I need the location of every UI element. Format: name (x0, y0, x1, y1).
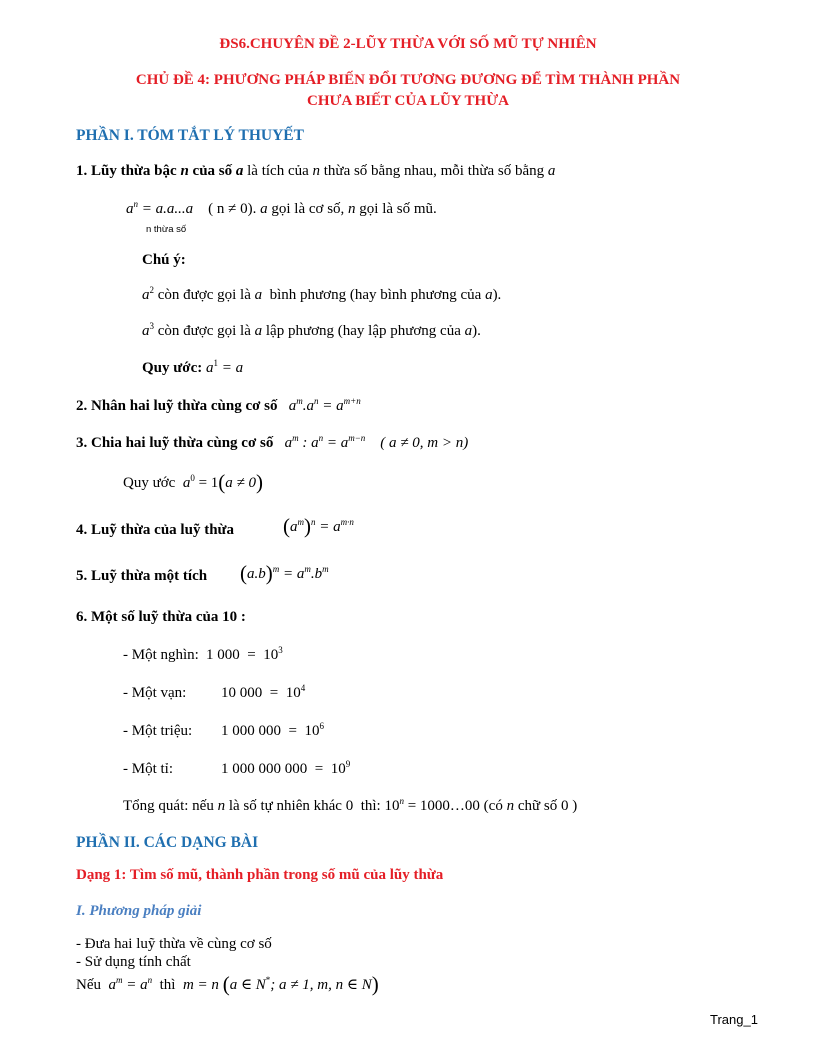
dang1-heading: Dạng 1: Tìm số mũ, thành phần trong số mũ của lũy thừa (76, 867, 444, 883)
item5-power-of-product: 5. Luỹ thừa một tích (76, 568, 208, 584)
method-step-1: - Đưa hai luỹ thừa về cùng cơ số (76, 936, 272, 952)
list-item-value: 10 $000 = 10^4$ (221, 683, 306, 701)
power-of-product-formula: $(a.b)^m = a^m.b^m$ (240, 561, 329, 585)
method-step-2: - Sử dụng tính chất (76, 954, 191, 970)
item3-divide-rule: 3. Chia hai luỹ thừa cùng cơ số $a^m$ : $a^n = a^{m-n}$ ( a ≠ 0, m > n) (76, 433, 469, 451)
list-item: - Một tỉ: (123, 761, 174, 777)
power-of-power-formula: $(a^m)^n = a^{m\cdot n}$ (283, 514, 354, 538)
method-heading: I. Phương pháp giải (76, 903, 202, 919)
convention-power-zero: Quy ước $a^0 = 1(a \ne 0)$ (123, 470, 264, 494)
document-title: ĐS6.CHUYÊN ĐỀ 2-LŨY THỪA VỚI SỐ MŨ TỰ NHIÊN (219, 36, 597, 52)
method-property: Nếu $a^m = a^n$ thì m = n (a ∈ N*; a ≠ 1, m, n ∈ N) (76, 972, 379, 996)
item6-powers-of-ten: 6. Một số luỹ thừa của 10 : (76, 609, 246, 625)
list-item-value: 1 $000 = 10^3$ (206, 645, 283, 663)
note-square: $a^2$ còn được gọi là a bình phương (hay bình phương của a). (142, 285, 502, 303)
powers-of-ten-general: Tổng quát: nếu n là số tự nhiên khác 0 thì: 10$^n$ = 1000…00 (có n chữ số 0 ) (123, 796, 578, 814)
item1-definition: 1. Lũy thừa bậc n của số a là tích của n thừa số bằng nhau, mỗi thừa số bằng a (76, 163, 556, 179)
underbrace-label: n thừa số (146, 224, 187, 235)
convention-power-one: Quy ước: $a^1 = a$ (142, 358, 244, 376)
part1-heading: PHẦN I. TÓM TẮT LÝ THUYẾT (76, 127, 304, 144)
item2-multiply-rule: 2. Nhân hai luỹ thừa cùng cơ số $a^m.a^n = a^{m+n}$ (76, 396, 361, 414)
item4-power-of-power: 4. Luỹ thừa của luỹ thừa (76, 522, 235, 538)
list-item-value: 1 000 000 $000 = 10^9$ (221, 759, 351, 777)
list-item: - Một vạn: (123, 685, 187, 701)
list-item: - Một nghìn: (123, 647, 199, 663)
list-item: - Một triệu: (123, 723, 193, 739)
note-cube: $a^3$ còn được gọi là a lập phương (hay lập phương của a). (142, 321, 481, 339)
page-number: Trang_1 (710, 1012, 758, 1027)
topic-title-line1: CHỦ ĐỀ 4: PHƯƠNG PHÁP BIẾN ĐỔI TƯƠNG ĐƯƠNG ĐỂ TÌM THÀNH PHẦN (135, 72, 681, 88)
note-label: Chú ý: (142, 252, 186, 268)
topic-title-line2: CHƯA BIẾT CỦA LŨY THỪA (307, 93, 509, 109)
list-item-value: 1 000 $000 = 10^6$ (221, 721, 324, 739)
power-definition-formula: $a^n = a.a...a$ ( n ≠ 0). a gọi là cơ số, n gọi là số mũ. (126, 199, 437, 217)
part2-heading: PHẦN II. CÁC DẠNG BÀI (76, 834, 259, 851)
